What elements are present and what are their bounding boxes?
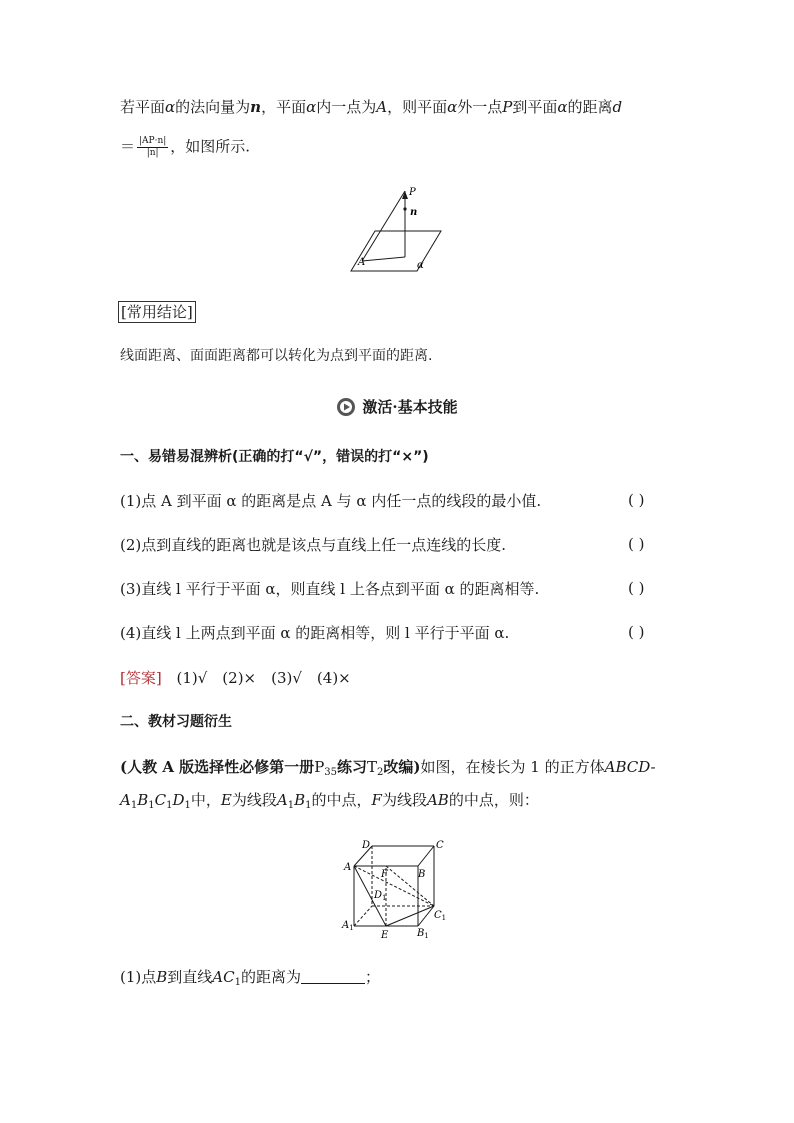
subscript: 1: [234, 977, 241, 988]
source-ref: (人教 A 版选择性必修第一册: [120, 758, 315, 776]
judgment-item-1: (1)点 A 到平面 α 的距离是点 A 与 α 内任一点的线段的最小值.: [120, 492, 542, 510]
answer-line: [120, 668, 351, 688]
alpha-symbol: α: [447, 98, 458, 116]
problem-line-2: [120, 790, 539, 816]
formula-numerator: |AP·n|: [139, 136, 167, 146]
judgment-item-3: (3)直线 l 平行于平面 α，则直线 l 上各点到平面 α 的距离相等.: [120, 580, 540, 598]
alpha-symbol: α: [306, 98, 317, 116]
answer-text: (1)√ (2)× (3)√ (4)×: [176, 669, 351, 687]
label-e: E: [381, 930, 389, 940]
point-a-symbol: A: [376, 98, 388, 116]
label-a: A: [344, 862, 352, 873]
text: B: [156, 968, 168, 986]
label-f: F: [381, 869, 388, 880]
equals-sign: ＝: [120, 137, 136, 156]
text: 为线段: [231, 791, 277, 809]
label-alpha: α: [417, 260, 424, 271]
segment-fc1: [386, 866, 434, 906]
text: 为线段: [381, 791, 427, 809]
alpha-symbol: α: [165, 98, 176, 116]
part2-heading: 二、教材习题衍生: [120, 714, 232, 730]
subscript: 1: [130, 800, 138, 811]
play-badge-icon: [336, 397, 356, 417]
distance-symbol: d: [612, 98, 623, 116]
subscript: 1: [148, 800, 155, 811]
text: 改编): [383, 758, 421, 776]
text: P: [314, 758, 325, 776]
section-title: [0, 396, 794, 417]
label-b: B: [418, 869, 426, 880]
label-a: A: [358, 257, 366, 268]
subscript: 1: [305, 800, 312, 811]
alpha-symbol: α: [557, 98, 568, 116]
label-c1: $C_1$: [434, 910, 447, 922]
answer-blank[interactable]: [301, 969, 365, 984]
label-p: P: [409, 187, 416, 198]
answer-paren-1[interactable]: ( ): [628, 491, 645, 509]
subscript: 1: [287, 800, 295, 811]
text: 到直线: [167, 968, 213, 986]
text: 到平面: [512, 98, 558, 116]
text: T: [367, 758, 378, 776]
text: (1)点: [120, 968, 157, 986]
problem-line-1: [120, 757, 656, 783]
answer-paren-4[interactable]: ( ): [628, 623, 645, 641]
subscript: 1: [184, 800, 191, 811]
text: 如图，在棱长为 1 的正方体: [420, 758, 605, 776]
conclusion-tag: [常用结论]: [118, 301, 196, 323]
text: ，如图所示.: [170, 137, 251, 156]
cube-figure: [338, 836, 450, 940]
text: D: [172, 791, 185, 809]
text: 的中点，则：: [448, 791, 539, 809]
text: E: [220, 791, 232, 809]
subscript: 2: [377, 767, 384, 778]
text: A: [120, 791, 131, 809]
question-1: [120, 967, 380, 993]
answer-paren-3[interactable]: ( ): [628, 579, 645, 597]
section-title-text: 激活·基本技能: [362, 398, 458, 416]
answer-tag: [答案]: [120, 669, 162, 687]
segment-ap: [362, 191, 405, 261]
label-a1: $A_1$: [342, 920, 354, 932]
edge-a1d1: [354, 906, 372, 926]
label-d1: $D_1$: [374, 890, 387, 902]
text: ；: [365, 968, 381, 986]
text: ，平面: [261, 98, 307, 116]
text: B: [294, 791, 306, 809]
text: 的中点，: [311, 791, 372, 809]
foot-segment: [362, 257, 405, 261]
conclusion-text: 线面距离、面面距离都可以转化为点到平面的距离.: [120, 348, 433, 364]
text: 外一点: [457, 98, 503, 116]
text: AB: [426, 791, 449, 809]
distance-formula: [137, 136, 168, 159]
text: 若平面: [120, 98, 166, 116]
point-p-symbol: P: [502, 98, 513, 116]
formula-denominator: |n|: [146, 148, 159, 158]
judgment-item-4: (4)直线 l 上两点到平面 α 的距离相等，则 l 平行于平面 α.: [120, 624, 510, 642]
intro-line-1: [120, 97, 622, 117]
normal-vector-symbol: n: [250, 98, 262, 116]
label-c: C: [436, 840, 444, 851]
subscript: 35: [324, 767, 338, 778]
text: 的距离为: [240, 968, 301, 986]
text: AC: [212, 968, 235, 986]
text: 的距离: [567, 98, 613, 116]
normal-marker: [403, 207, 406, 210]
text: 中，: [190, 791, 221, 809]
text: C: [154, 791, 167, 809]
text: B: [137, 791, 149, 809]
subscript: 1: [166, 800, 173, 811]
answer-paren-2[interactable]: ( ): [628, 535, 645, 553]
text: A: [276, 791, 288, 809]
cube-name: ABCD-: [604, 758, 656, 776]
text: F: [371, 791, 382, 809]
text: 的法向量为: [175, 98, 251, 116]
intro-line-2: [120, 136, 250, 159]
part1-heading: 一、易错易混辨析(正确的打“√”，错误的打“×”): [120, 449, 429, 465]
segment-ec1: [386, 906, 434, 926]
label-d: D: [362, 840, 371, 851]
judgment-item-2: (2)点到直线的距离也就是该点与直线上任一点连线的长度.: [120, 536, 507, 554]
label-n: n: [410, 207, 418, 218]
text: 练习: [337, 758, 368, 776]
edge-bc: [418, 846, 434, 866]
text: 内一点为: [316, 98, 377, 116]
plane-distance-figure: [345, 183, 450, 275]
label-b1: $B_1$: [417, 928, 429, 940]
text: ，则平面: [387, 98, 448, 116]
